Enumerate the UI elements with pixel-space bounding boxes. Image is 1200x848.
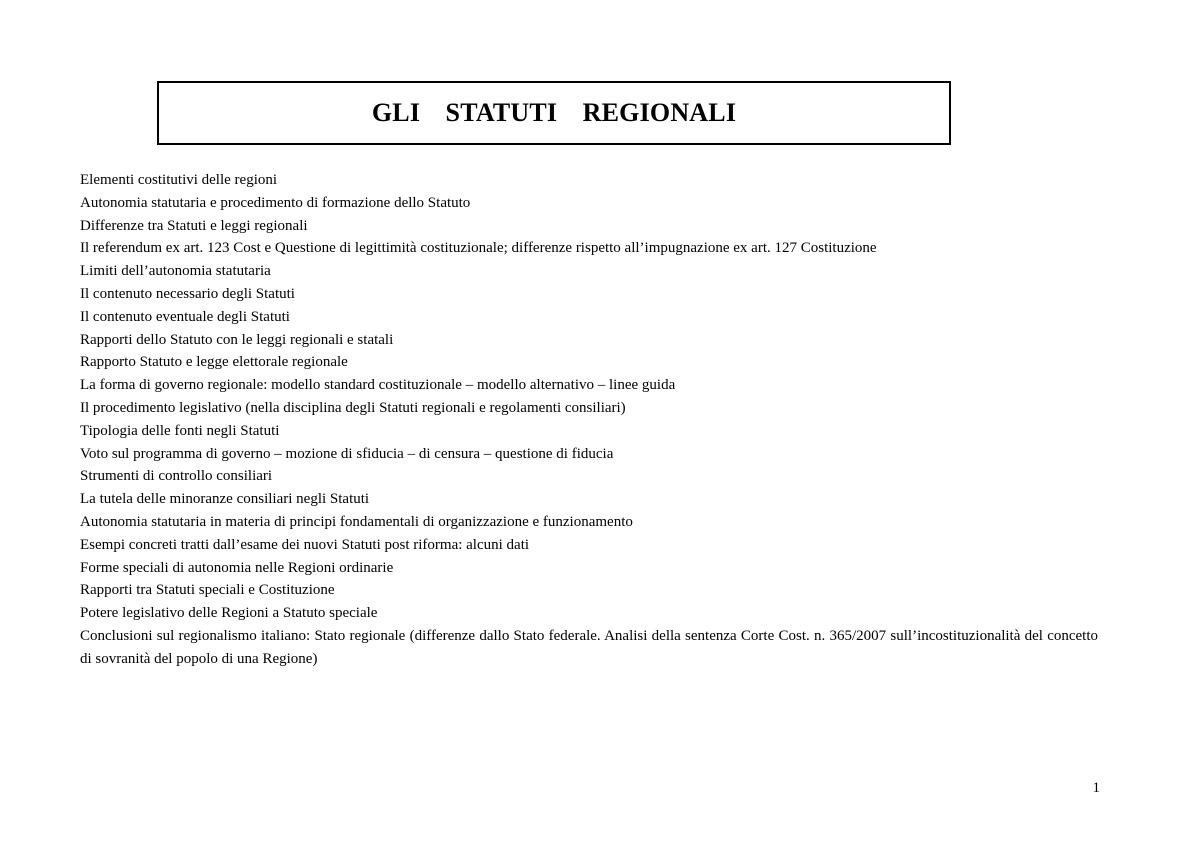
page-number: 1 [1092, 780, 1100, 796]
list-item: Esempi concreti tratti dall’esame dei nuovi Statuti post riforma: alcuni dati [80, 536, 530, 553]
list-item: Rapporti tra Statuti speciali e Costituzione [80, 582, 335, 599]
list-item: Autonomia statutaria in materia di principi fondamentali di organizzazione e funzionamento [80, 513, 633, 530]
list-item: Strumenti di controllo consiliari [80, 468, 273, 485]
list-item: Rapporto Statuto e legge elettorale regionale [80, 354, 348, 371]
title-box [157, 81, 951, 145]
list-item: Voto sul programma di governo – mozione di sfiducia – di censura – questione di fiducia [80, 445, 614, 462]
list-item: Rapporti dello Statuto con le leggi regionali e statali [80, 331, 394, 348]
list-item: Conclusioni sul regionalismo italiano: Stato regionale (differenze dallo Stato federale. Analisi della sentenza Corte Cost. n. 365/2007 sull’incostituzionalità del concetto di sovranità del popolo di una Regione) [80, 627, 1098, 667]
list-item: Tipologia delle fonti negli Statuti [80, 422, 280, 439]
list-item: Il procedimento legislativo (nella disciplina degli Statuti regionali e regolamenti consiliari) [80, 399, 626, 416]
document-title: GLI STATUTI REGIONALI [371, 98, 737, 127]
list-item: Forme speciali di autonomia nelle Regioni ordinarie [80, 559, 394, 576]
list-item: Il contenuto necessario degli Statuti [80, 285, 295, 302]
topic-list [80, 169, 1098, 671]
list-item: Elementi costitutivi delle regioni [80, 172, 278, 188]
list-item: La forma di governo regionale: modello standard costituzionale – modello alternativo – linee guida [80, 377, 676, 394]
list-item: Differenze tra Statuti e leggi regionali [80, 217, 308, 234]
list-item: Limiti dell’autonomia statutaria [80, 263, 271, 280]
list-item: Potere legislativo delle Regioni a Statuto speciale [80, 605, 378, 622]
list-item: Autonomia statutaria e procedimento di formazione dello Statuto [80, 194, 471, 211]
list-item: Il referendum ex art. 123 Cost e Questione di legittimità costituzionale; differenze rispetto all’impugnazione ex art. 127 Costituzione [80, 240, 877, 257]
list-item: Il contenuto eventuale degli Statuti [80, 308, 290, 325]
list-item: La tutela delle minoranze consiliari negli Statuti [80, 491, 370, 508]
